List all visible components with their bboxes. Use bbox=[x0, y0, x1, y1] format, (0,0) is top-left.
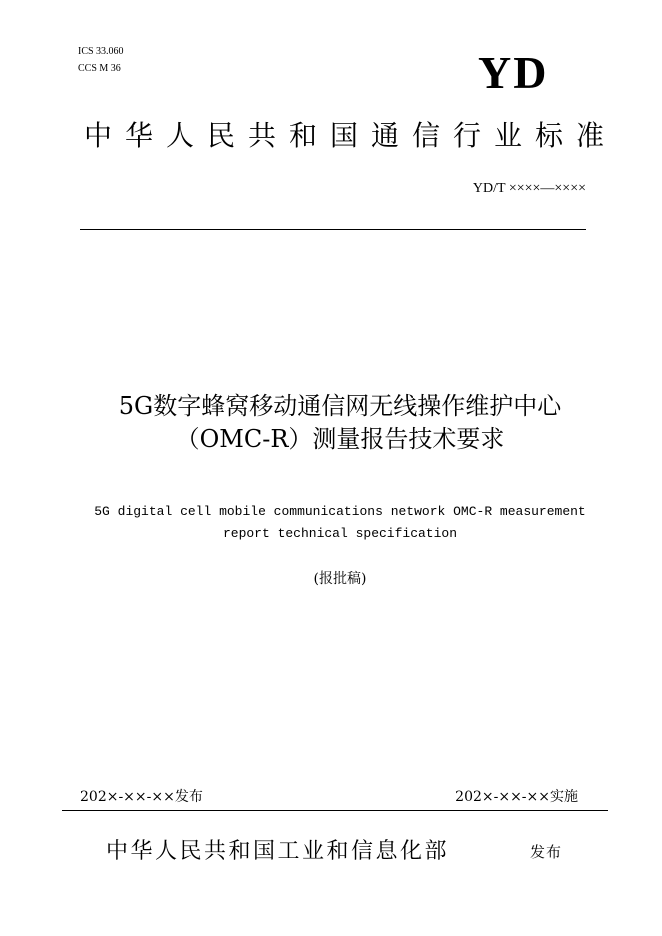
ccs-code: CCS M 36 bbox=[78, 63, 121, 74]
english-title-line-1: 5G digital cell mobile communications network OMC-R measurement bbox=[94, 504, 586, 519]
implementation-date: 202×-××-××实施 bbox=[455, 789, 578, 805]
publish-label: 发布 bbox=[530, 843, 563, 861]
footer-divider bbox=[62, 810, 608, 811]
english-title-line-2: report technical specification bbox=[222, 526, 458, 541]
ics-code: ICS 33.060 bbox=[78, 46, 124, 57]
issuing-authority: 中华人民共和国工业和信息化部 bbox=[106, 839, 450, 864]
chinese-title-line-1: 5G数字蜂窝移动通信网无线操作维护中心 bbox=[118, 392, 562, 420]
yd-logo: YD bbox=[478, 47, 549, 98]
header-divider bbox=[80, 229, 586, 230]
standard-number: YD/T ××××—×××× bbox=[472, 181, 586, 196]
chinese-title-line-2: （OMC-R）测量报告技术要求 bbox=[175, 425, 505, 453]
standard-title: 中华人民共和国通信行业标准 bbox=[84, 119, 618, 152]
draft-status: (报批稿) bbox=[313, 571, 367, 587]
issue-date: 202×-××-××发布 bbox=[80, 789, 203, 805]
